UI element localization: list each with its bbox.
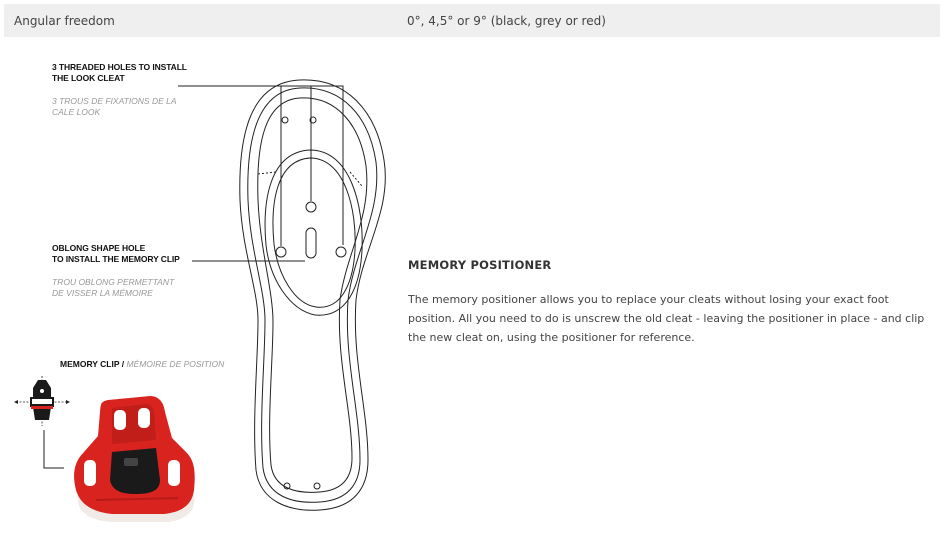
- threaded-hole-top: [306, 202, 316, 212]
- leader-holes: [178, 86, 343, 245]
- memory-positioner-body: The memory positioner allows you to replace your cleats without losing your exact foot position. All you need to do is unscrew the old cleat - leaving the positioner in place - and clip the new cleat on, using the positioner for reference.: [408, 293, 925, 344]
- spec-value: 0°, 4,5° or 9° (black, grey or red): [407, 14, 606, 28]
- caption-memory-clip-fr: MÉMOIRE DE POSITION: [126, 359, 225, 369]
- memory-positioner-title: MEMORY POSITIONER: [408, 258, 552, 272]
- memory-clip-icon: [14, 376, 70, 426]
- caption-holes-fr: 3 TROUS DE FIXATIONS DE LA CALE LOOK: [52, 96, 177, 117]
- leader-clip: [44, 430, 64, 468]
- caption-oblong-fr: TROU OBLONG PERMETTANT DE VISSER LA MÉMOIRE: [52, 277, 175, 298]
- threaded-hole-left: [276, 247, 286, 257]
- caption-oblong-en: OBLONG SHAPE HOLE TO INSTALL THE MEMORY CLIP: [52, 243, 180, 264]
- spec-label: Angular freedom: [14, 14, 115, 28]
- red-cleat-illustration: [74, 396, 195, 522]
- spec-row-angular-freedom: [4, 4, 940, 37]
- threaded-hole-right: [336, 247, 346, 257]
- caption-memory-clip: [60, 359, 224, 369]
- caption-holes-en: 3 THREADED HOLES TO INSTALL THE LOOK CLEAT: [52, 62, 187, 83]
- caption-memory-clip-en: MEMORY CLIP /: [60, 359, 125, 369]
- oblong-hole: [306, 228, 316, 258]
- cleat-zone-outline: [265, 150, 362, 315]
